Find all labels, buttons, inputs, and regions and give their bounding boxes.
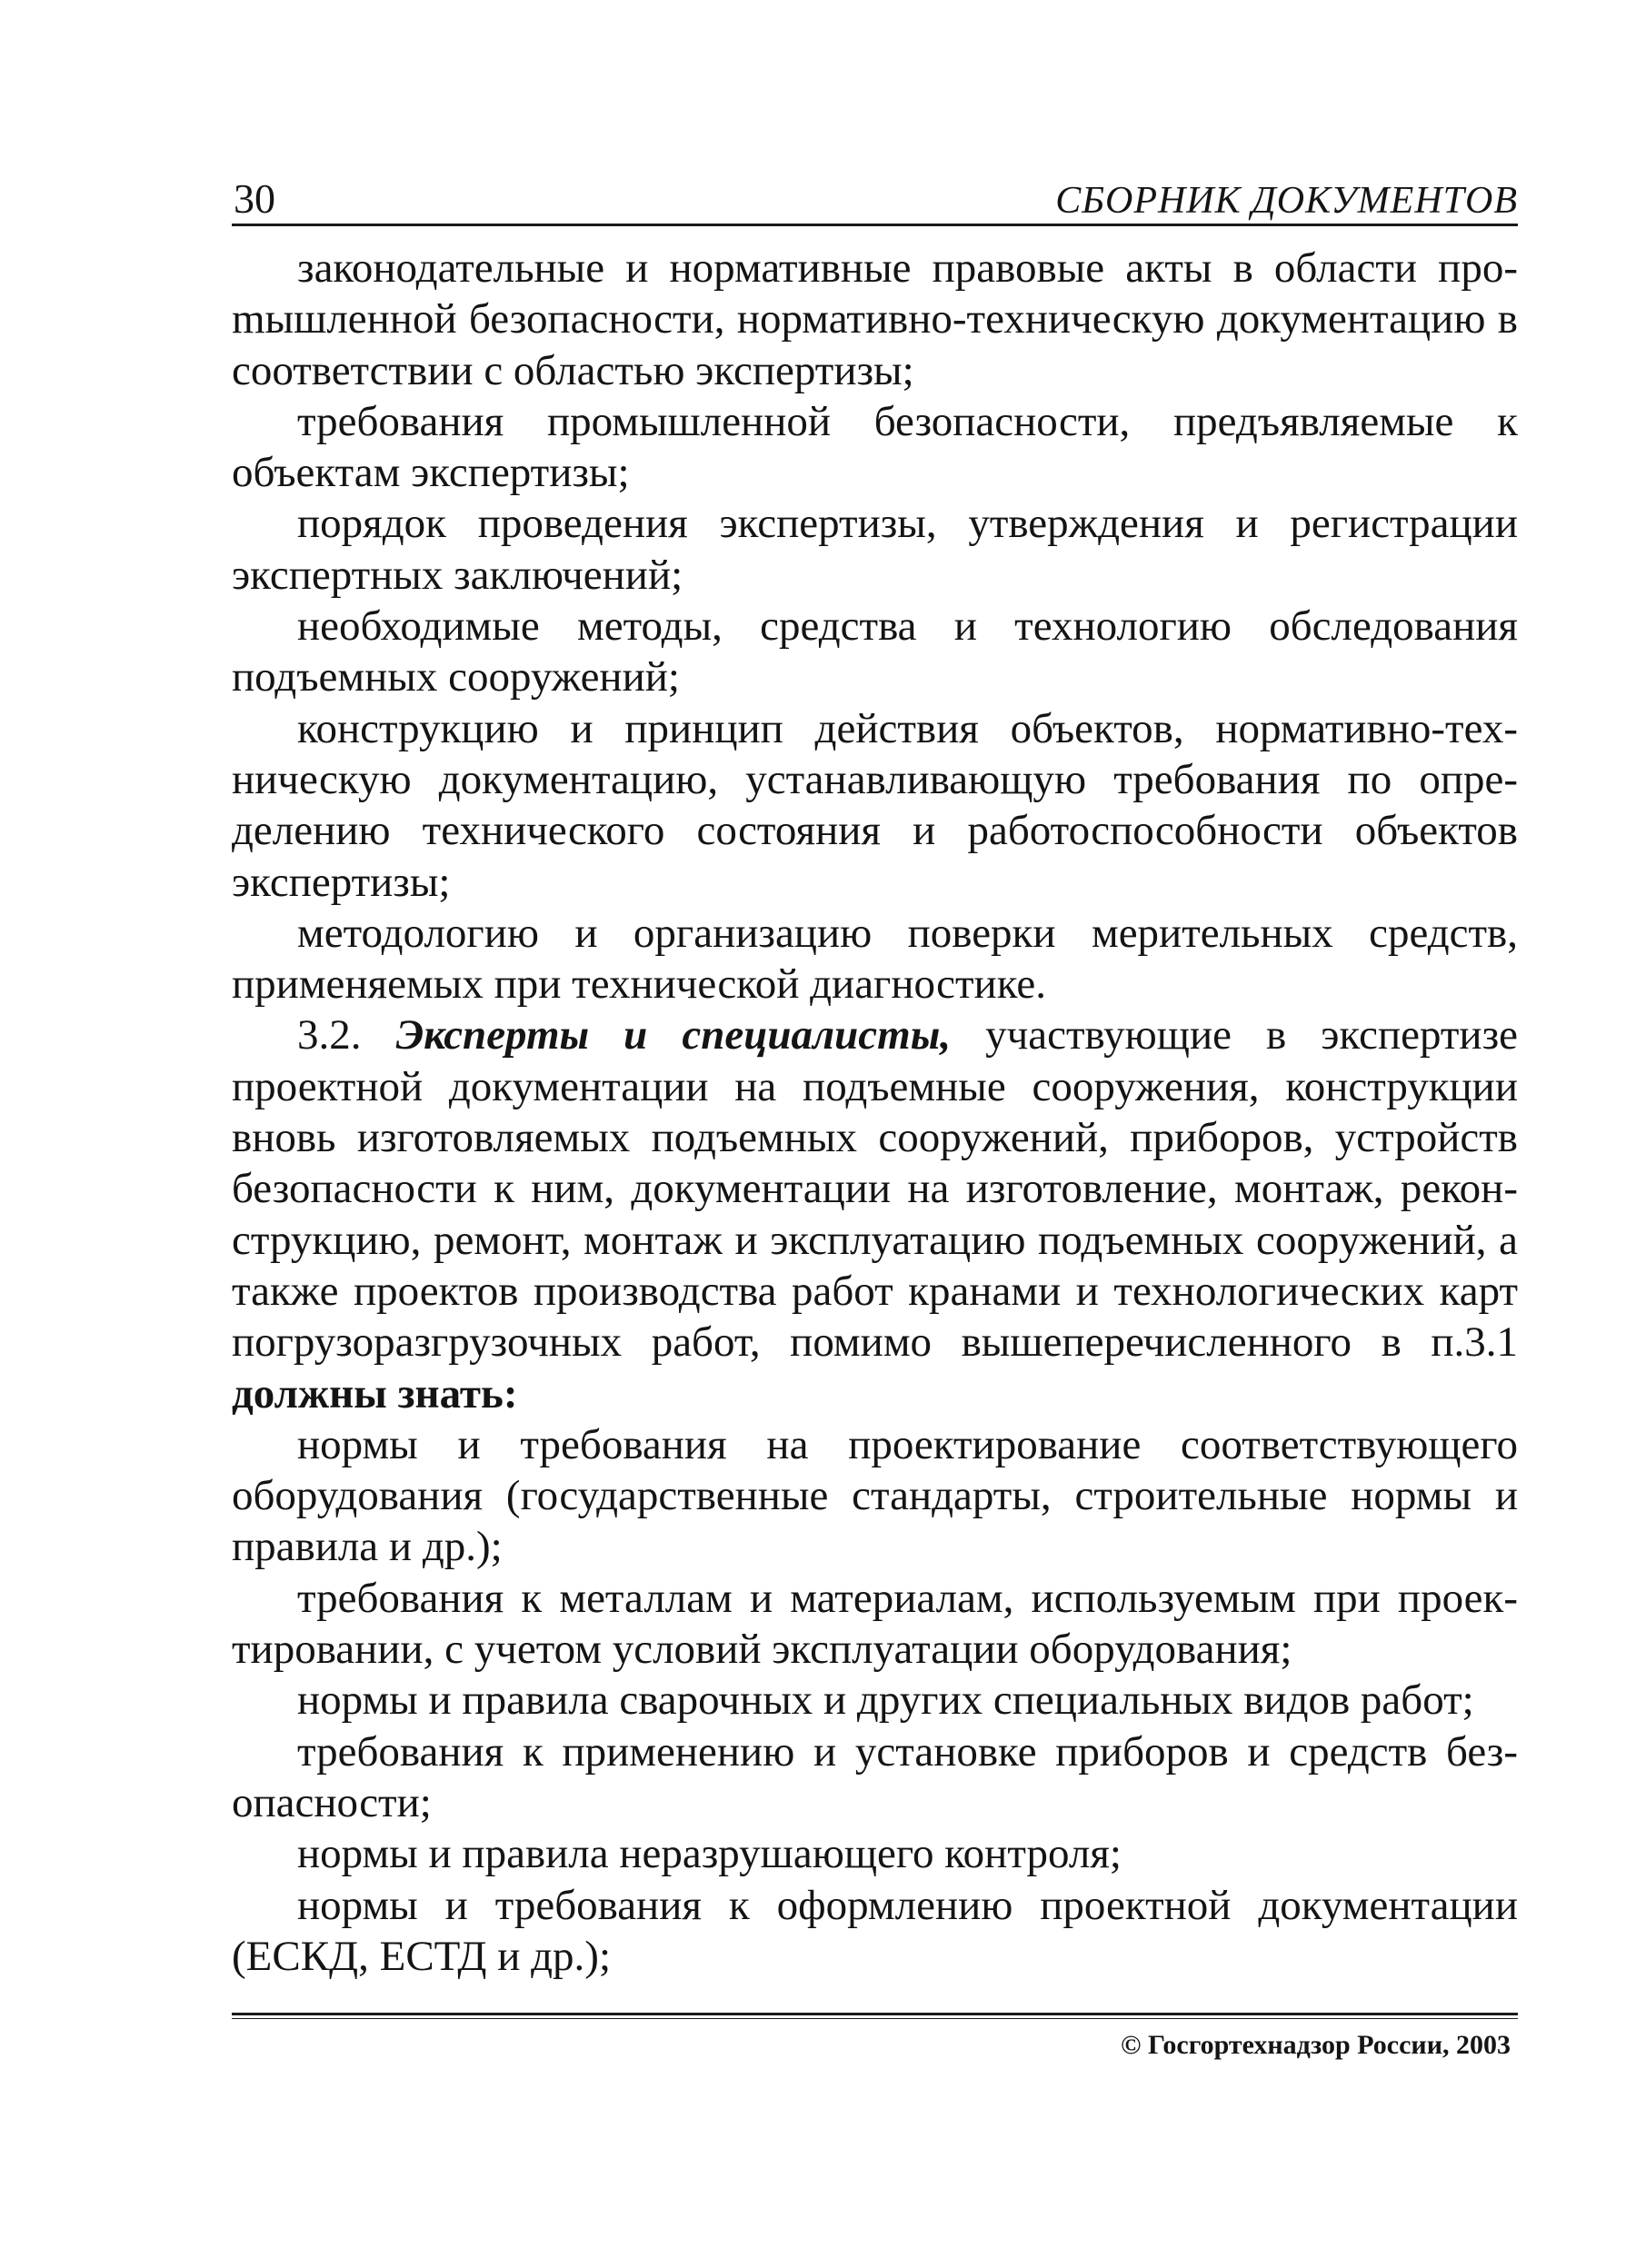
document-page bbox=[232, 173, 1518, 2126]
list-item: требования к металлам и материалам, используемым при проектировании, с учетом условий эксплуатации оборудования; bbox=[232, 1574, 1518, 1674]
section-text: участвующие в экспертизе проектной документации на подъемные сооружения, конструкции вновь изготовляемых подъемных сооружений, приборов, устройств безопасности к ним, документации на изготовление, монтаж, реконструкцию, ремонт, монтаж и эксплуатацию подъемных сооружений, а также проектов производства работ кранами и технологических карт погрузоразгрузочных работ, помимо вышеперечисленного в п.3.1 bbox=[232, 1011, 1518, 1367]
section-number: 3.2. bbox=[297, 1011, 396, 1059]
list-item: порядок проведения экспертизы, утверждения и регистрации экспертных заключений; bbox=[232, 500, 1518, 599]
section-emphasis: Эксперты и специалисты, bbox=[395, 1011, 952, 1059]
section-colon: : bbox=[503, 1369, 518, 1418]
running-title: СБОРНИК ДОКУМЕНТОВ bbox=[1055, 180, 1518, 222]
page-footer bbox=[232, 2013, 1518, 2060]
section-bold-phrase: должны знать bbox=[232, 1369, 504, 1418]
copyright-notice: © Госгортехнадзор России, 2003 bbox=[1121, 2030, 1511, 2060]
list-item: необходимые методы, средства и технологию обследования подъемных сооружений; bbox=[232, 602, 1518, 701]
list-item: нормы и правила неразрушающего контроля; bbox=[297, 1830, 1122, 1878]
list-item: требования промышленной безопасности, предъявляемые к объектам экспертизы; bbox=[232, 397, 1518, 497]
list-item: методологию и организацию поверки мерительных средств, применяемых при технической диагностике. bbox=[232, 909, 1518, 1009]
list-item: конструкцию и принцип действия объектов, нормативно-техническую документацию, устанавливающую требования по определению технического состояния и работоспособности объектов экспертизы; bbox=[232, 704, 1518, 906]
list-item: нормы и правила сварочных и других специальных видов работ; bbox=[297, 1676, 1474, 1725]
footer-rule bbox=[232, 2018, 1518, 2019]
section-3-2-paragraph bbox=[232, 1010, 1518, 1418]
list-item: законодательные и нормативные правовые акты в области проmышленной безопасности, нормативно-техническую документацию в соответствии с областью экспертизы; bbox=[232, 244, 1518, 394]
page-header bbox=[232, 173, 1518, 226]
body-text bbox=[232, 243, 1518, 1982]
list-item: нормы и требования к оформлению проектной документации (ЕСКД, ЕСТД и др.); bbox=[232, 1881, 1518, 1980]
page-number: 30 bbox=[234, 175, 275, 222]
list-item: нормы и требования на проектирование соответствующего оборудования (государственные стандарты, строительные нормы и правила и др.); bbox=[232, 1420, 1518, 1571]
list-item: требования к применению и установке приборов и средств безопасности; bbox=[232, 1727, 1518, 1826]
